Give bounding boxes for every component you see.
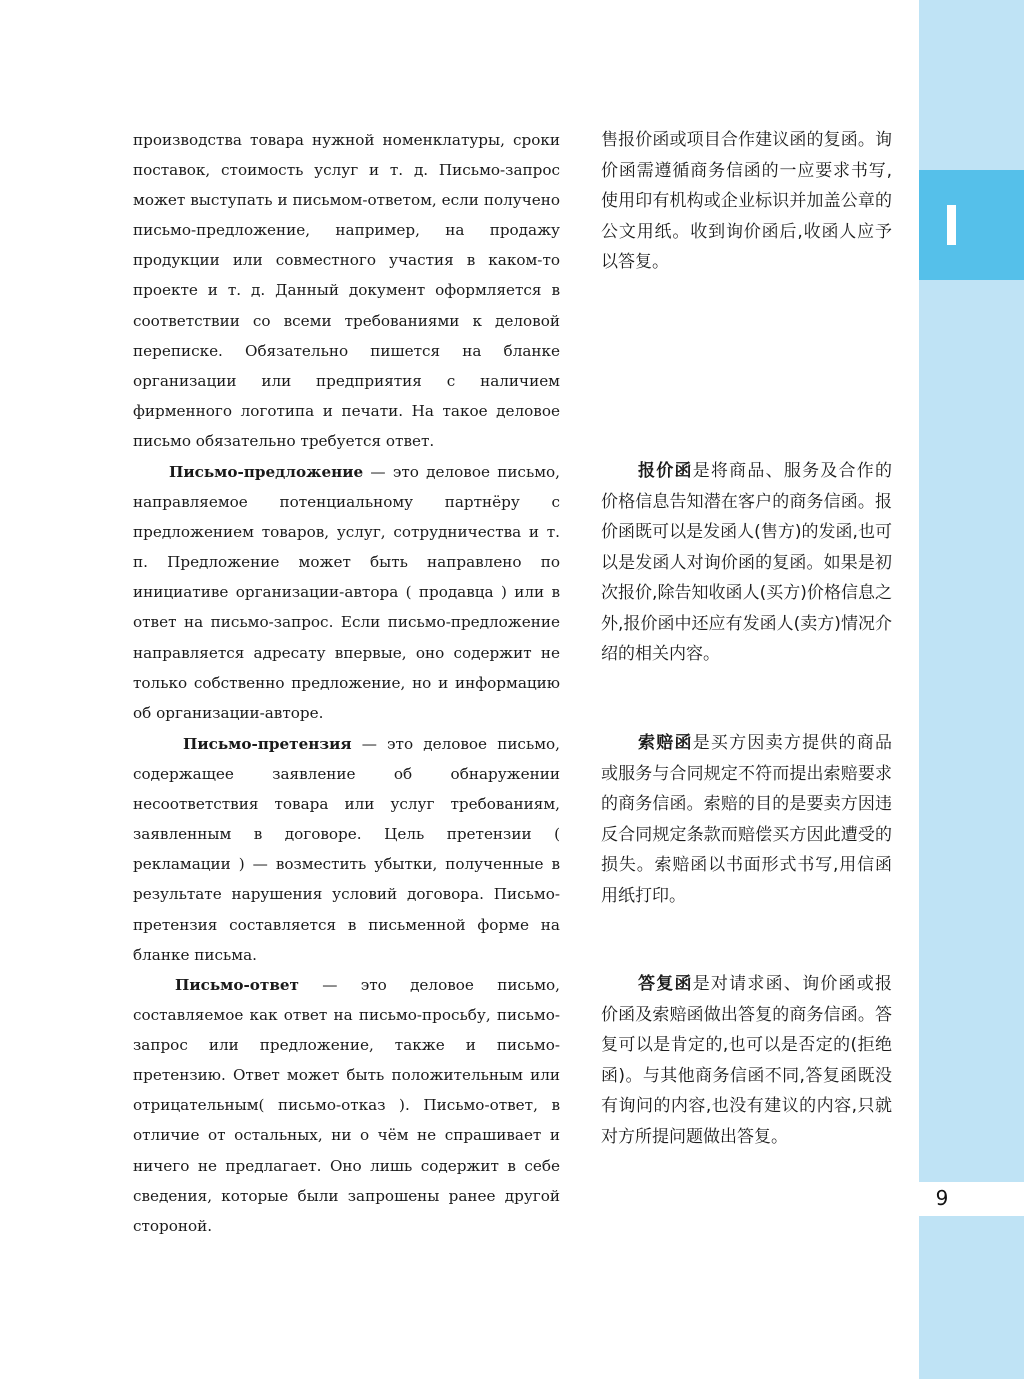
- chapter-tab: [919, 170, 1024, 280]
- russian-paragraph-1: производства товара нужной номенклатуры, сроки поставок, стоимость услуг и т. д. Письмо-запрос может выступать и письмом-ответом, если получено письмо-предложение, например, на продажу продукции или совместного участия в каком-то проекте и т. д. Данный документ оформляется в соответствии со всеми требованиями к деловой переписке. Обязательно пишется на бланке организации или предприятия с наличием фирменного логотипа и печати. На такое деловое письмо обязательно требуется ответ.: [133, 131, 560, 450]
- term-dafuhan: 答复函: [638, 974, 693, 994]
- chinese-paragraph-3-text: 是买方因卖方提供的商品或服务与合同规定不符而提出索赔要求的商务信函。索赔的目的是要卖方因违反合同规定条款而赔偿买方因此遭受的损失。索赔函以书面形式书写,用信函用纸打印。: [601, 733, 893, 906]
- term-baojiahan: 报价函: [638, 461, 693, 481]
- term-suopeihan: 索赔函: [638, 733, 693, 753]
- russian-paragraph-4: [133, 970, 560, 1241]
- russian-paragraph-3: [133, 729, 560, 970]
- term-pismo-predlozhenie: Письмо-предложение: [169, 463, 364, 481]
- chinese-paragraph-2-text: 是将商品、服务及合作的价格信息告知潜在客户的商务信函。报价函既可以是发函人(售方)的发函,也可以是发函人对询价函的复函。如果是初次报价,除告知收函人(买方)价格信息之外,报价函中还应有发函人(卖方)情况介绍的相关内容。: [601, 461, 893, 664]
- russian-paragraph-2-text: — это деловое письмо, направляемое потенциальному партнёру с предложением товаров, услуг, сотрудничества и т. п. Предложение может быть направлено по инициативе организации-автора ( продавца ) или в ответ на письмо-запрос. Если письмо-предложение направляется адресату впервые, оно содержит не только собственно предложение, но и информацию об организации-авторе.: [133, 463, 560, 722]
- russian-paragraph-3-text: — это деловое письмо, содержащее заявление об обнаружении несоответствия товара или услуг требованиям, заявленным в договоре. Цель претензии ( рекламации ) — возместить убытки, полученные в результате нарушения условий договора. Письмо-претензия составляется в письменной форме на бланке письма.: [133, 735, 560, 964]
- chinese-paragraph-4: [601, 969, 892, 1152]
- chinese-paragraph-4-text: 是对请求函、询价函或报价函及索赔函做出答复的商务信函。答复可以是肯定的,也可以是否定的(拒绝函)。与其他商务信函不同,答复函既没有询问的内容,也没有建议的内容,只就对方所提问题做出答复。: [601, 974, 893, 1147]
- chinese-paragraph-3: [601, 728, 892, 911]
- chinese-paragraph-1: 售报价函或项目合作建议函的复函。询价函需遵循商务信函的一应要求书写,使用印有机构或企业标识并加盖公章的公文用纸。收到询价函后,收函人应予以答复。: [601, 130, 892, 272]
- russian-paragraph-2: [133, 457, 560, 728]
- term-pismo-otvet: Письмо-ответ: [175, 976, 299, 994]
- term-pismo-pretenziya: Письмо-претензия: [183, 735, 352, 753]
- russian-paragraph-4-text: — это деловое письмо, составляемое как ответ на письмо-просьбу, письмо-запрос или предложение, также и письмо-претензию. Ответ может быть положительным или отрицательным( письмо-отказ ). Письмо-ответ, в отличие от остальных, ни о чём не спрашивает и ничего не предлагает. Оно лишь содержит в себе сведения, которые были запрошены ранее другой стороной.: [133, 976, 560, 1235]
- page-number: 9: [935, 1186, 949, 1210]
- chapter-mark-roman-one: [947, 205, 956, 245]
- chinese-paragraph-2: [601, 456, 892, 670]
